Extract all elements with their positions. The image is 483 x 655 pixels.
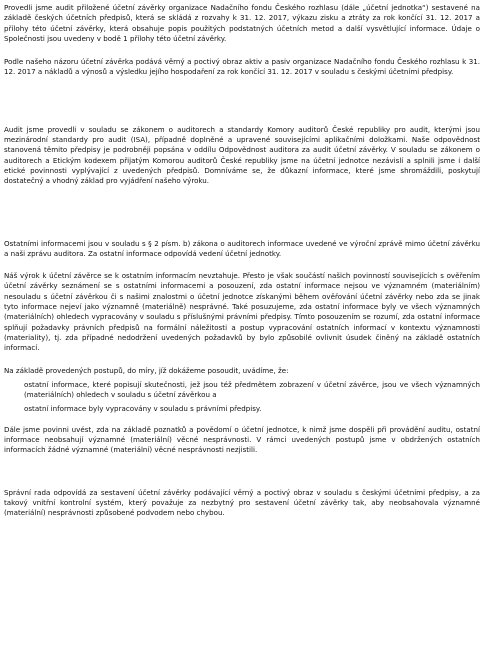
opinion-paragraph: Podle našeho názoru účetní závěrka podává věrný a poctivý obraz aktiv a pasiv organizace Nadačního fondu Českého rozhlasu k 31. 12. 2017 a nákladů a výnosů a výsledku jejího hospodaření za rok končící 31. 12. 2017 v souladu s českými účetními předpisy. (4, 57, 480, 77)
findings-list (4, 380, 480, 415)
other-information-paragraph: Ostatními informacemi jsou v souladu s § 2 písm. b) zákona o auditorech informace uvedené ve výroční zprávě mimo účetní závěrku a naši zprávu auditora. Za ostatní informace odpovídá vedení účetní jednotky. (4, 238, 480, 258)
list-item: ostatní informace, které popisují skutečnosti, jež jsou též předmětem zobrazení v účetní závěrce, jsou ve všech významných (materiálních) ohledech v souladu s účetní závěrkou a (24, 379, 480, 400)
document-page (4, 3, 480, 519)
other-information-review-paragraph: Náš výrok k účetní závěrce se k ostatním informacím nevztahuje. Přesto je však součástí našich povinností souvisejících s ověřením účetní závěrky seznámení se s ostatními informacemi a posouzení, zda ostatní informace nejsou ve významném (materiálním) nesouladu s účetní závěrkou či s našimi znalostmi o účetní jednotce získanými během ověřování účetní závěrky nebo zda se jinak tyto informace nejeví jako významně (materiálně) nesprávné. Také posuzujeme, zda ostatní informace byly ve všech významných (materiálních) ohledech vypracovány v souladu s příslušnými právními předpisy. Tímto posouzením se rozumí, zda ostatní informace splňují požadavky právních předpisů na formální náležitosti a postup vypracování ostatních informací v kontextu významnosti (materiality), tj. zda případné nedodržení uvedených požadavků by bylo způsobilé ovlivnit úsudek činěný na základě ostatních informací. (4, 271, 480, 353)
board-responsibility-paragraph: Správní rada odpovídá za sestavení účetní závěrky podávající věrný a poctivý obraz v souladu s českými účetními předpisy, a za takový vnitřní kontrolní systém, který považuje za nezbytný pro sestavení účetní závěrky tak, aby neobsahovala významné (materiální) nesprávnosti způsobené podvodem nebo chybou. (4, 487, 480, 518)
procedures-intro-paragraph: Na základě provedených postupů, do míry, jíž dokážeme posoudit, uvádíme, že: (4, 365, 289, 375)
misstatement-paragraph: Dále jsme povinni uvést, zda na základě poznatků a povědomí o účetní jednotce, k nimž jsme dospěli při provádění auditu, ostatní informace neobsahují významné (materiální) věcné nesprávnosti. V rámci uvedených postupů jsme v obdržených ostatních informacích žádné významné (materiální) věcné nesprávnosti nezjistili. (4, 424, 480, 455)
list-item: ostatní informace byly vypracovány v souladu s právními předpisy. (24, 404, 262, 414)
audit-scope-paragraph: Provedli jsme audit přiložené účetní závěrky organizace Nadačního fondu Českého rozhlasu (dále „účetní jednotka“) sestavené na základě českých účetních předpisů, která se skládá z rozvahy k 31. 12. 2017, výkazu zisku a ztráty za rok končící 31. 12. 2017 a přílohy této účetní závěrky, která obsahuje popis použitých podstatných účetních metod a další vysvětlující informace. Údaje o Společnosti jsou uvedeny v bodě 1 přílohy této účetní závěrky. (4, 3, 480, 43)
basis-for-opinion-paragraph: Audit jsme provedli v souladu se zákonem o auditorech a standardy Komory auditorů České republiky pro audit, kterými jsou mezinárodní standardy pro audit (ISA), případně doplněné a upravené souvisejícími aplikačními doložkami. Naše odpovědnost stanovená těmito předpisy je podrobněji popsána v oddílu Odpovědnost auditora za audit účetní závěrky. V souladu se zákonem o auditorech a Etickým kodexem přijatým Komorou auditorů České republiky jsme na účetní jednotce nezávislí a splnili jsme i další etické povinnosti vyplývající z uvedených předpisů. Domníváme se, že důkazní informace, které jsme shromáždili, poskytují dostatečný a vhodný základ pro vyjádření našeho výroku. (4, 124, 480, 186)
